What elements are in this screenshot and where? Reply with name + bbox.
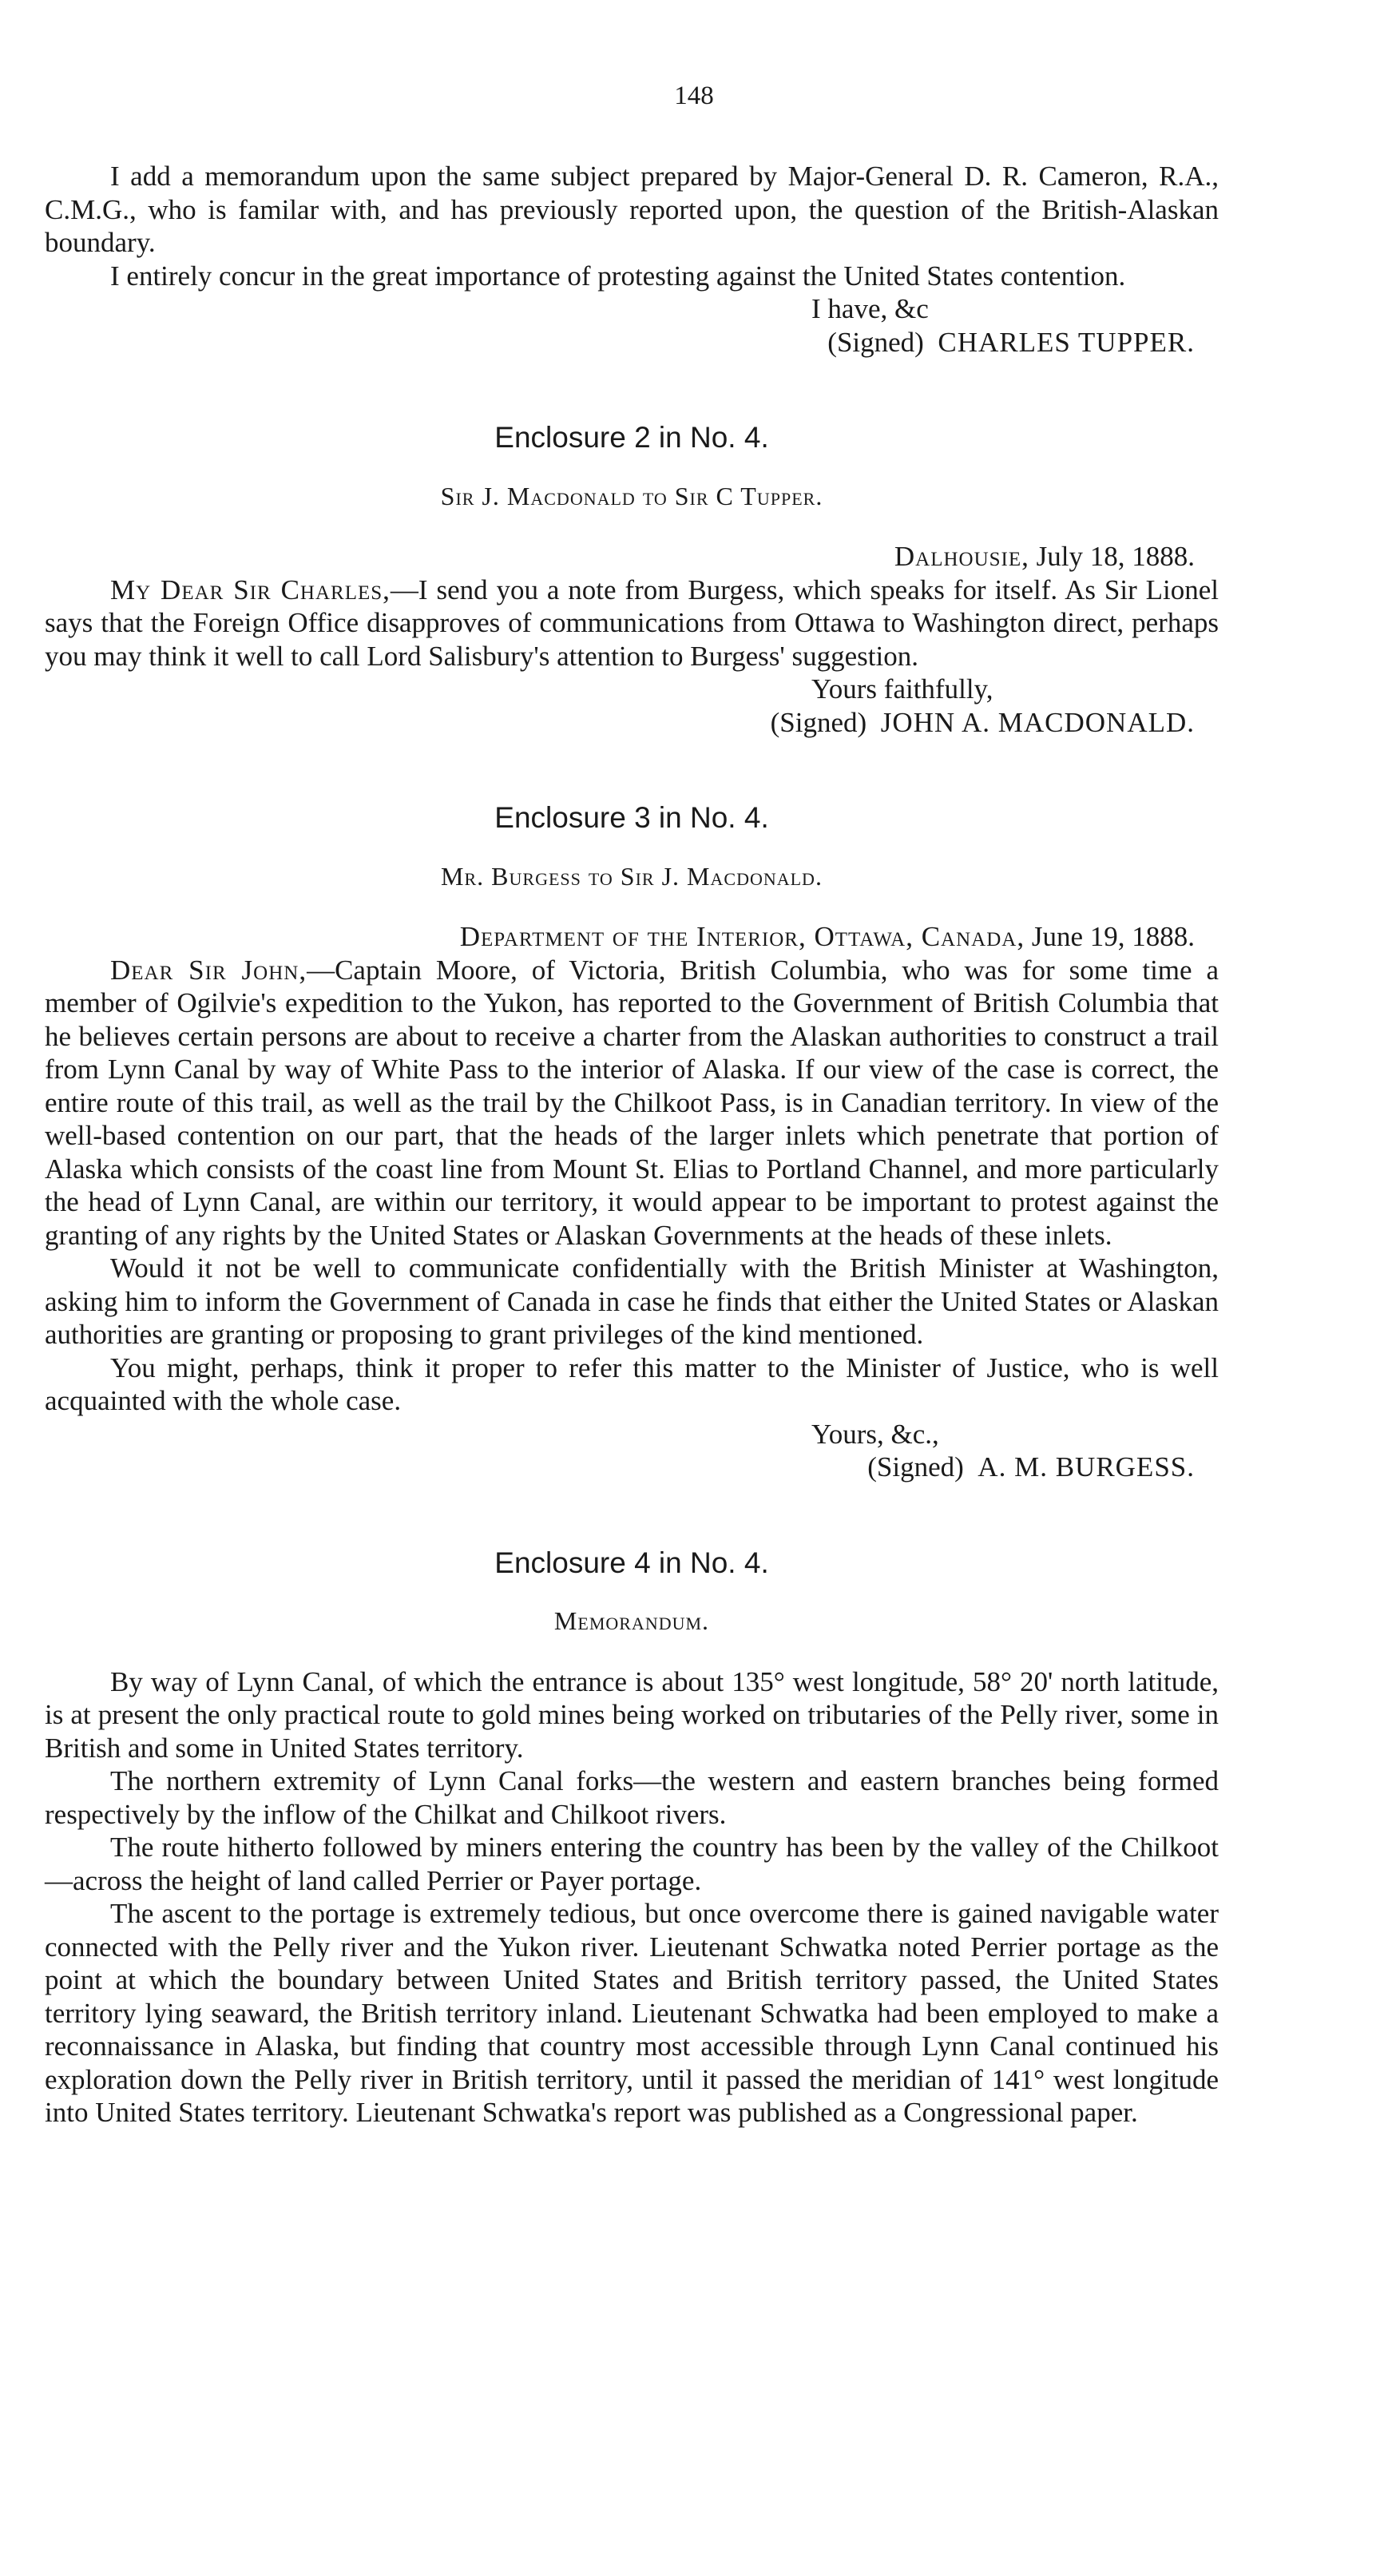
dateline-date: June 19, 1888. — [1031, 921, 1195, 952]
letter-text: —I send you a note from Burgess, which speaks for itself. As Sir Lionel says that the Foreign Office disapproves of communications from Ottawa to Washington direct, perhaps you may think it well to call Lord Salisbury's attention to Burgess' suggestion. — [45, 574, 1219, 672]
enclosure-3-signature — [45, 1451, 1219, 1484]
enclosure-3-paragraph-3: You might, perhaps, think it proper to refer this matter to the Minister of Justice, who is well acquainted with the whole case. — [45, 1352, 1219, 1416]
enclosure-2-body — [45, 574, 1219, 673]
enclosure-4-paragraph-2: The northern extremity of Lynn Canal forks—the western and eastern branches being formed respectively by the inflow of the Chilkat and Chilkoot rivers. — [45, 1765, 1219, 1830]
signer-name: A. M. BURGESS. — [978, 1451, 1195, 1482]
salutation: Dear Sir John, — [110, 954, 307, 986]
dateline-place: Dalhousie, — [894, 541, 1029, 572]
intro-paragraph-1: I add a memorandum upon the same subject prepared by Major-General D. R. Cameron, R.A., C.M.G., who is familar with, and has previously reported upon, the question of the British-Alaskan boundary. — [45, 161, 1219, 258]
signer-name: CHARLES TUPPER. — [938, 326, 1195, 358]
page-number: 148 — [674, 81, 714, 110]
signer-name: JOHN A. MACDONALD. — [880, 706, 1195, 738]
enclosure-4-heading: Enclosure 4 in No. 4. — [494, 1546, 769, 1579]
enclosure-3-subheading: Mr. Burgess to Sir J. Macdonald. — [441, 861, 823, 891]
signed-label: (Signed) — [867, 1451, 964, 1482]
enclosure-3-paragraph-1 — [45, 954, 1219, 1252]
page-body — [45, 160, 1219, 2129]
enclosure-2-subheading: Sir J. Macdonald to Sir C Tupper. — [440, 481, 823, 510]
enclosure-2-closing: Yours faithfully, — [811, 673, 993, 705]
enclosure-3-closing: Yours, &c., — [811, 1418, 939, 1450]
dateline-place: Department of the Interior, Ottawa, Canada, — [459, 921, 1025, 952]
enclosure-2-signature — [45, 706, 1219, 740]
intro-signature — [45, 326, 1219, 359]
signed-label: (Signed) — [827, 326, 924, 358]
signed-label: (Signed) — [770, 706, 867, 738]
dateline-date: July 18, 1888. — [1036, 541, 1195, 572]
salutation: My Dear Sir Charles, — [110, 574, 391, 605]
enclosure-3-paragraph-2: Would it not be well to communicate confidentially with the British Minister at Washington, asking him to inform the Government of Canada in case he finds that either the United States or Alaskan authorities are granting or proposing to grant privileges of the kind mentioned. — [45, 1252, 1219, 1350]
enclosure-4-paragraph-3: The route hitherto followed by miners entering the country has been by the valley of the Chilkoot—across the height of land called Perrier or Payer portage. — [45, 1832, 1219, 1896]
intro-closing: I have, &c — [811, 293, 929, 324]
enclosure-4-subheading: Memorandum. — [553, 1606, 710, 1635]
intro-paragraph-2: I entirely concur in the great importance of protesting against the United States contention. — [110, 260, 1126, 292]
enclosure-4-paragraph-4: The ascent to the portage is extremely tedious, but once overcome there is gained navigable water connected with the Pelly river and the Yukon river. Lieutenant Schwatka noted Perrier portage as the point at which the boundary between United States and British territory passed, the United States territory lying seaward, the British territory inland. Lieutenant Schwatka had been employed to make a reconnaissance in Alaska, but finding that country most accessible through Lynn Canal continued his exploration down the Pelly river in British territory, until it passed the meridian of 141° west longitude into United States territory. Lieutenant Schwatka's report was published as a Congressional paper. — [45, 1898, 1219, 2128]
letter-text: —Captain Moore, of Victoria, British Columbia, who was for some time a member of Ogilvie's expedition to the Yukon, has reported to the Government of British Columbia that he believes certain persons are about to receive a charter from the Alaskan authorities to construct a trail from Lynn Canal by way of White Pass to the interior of Alaska. If our view of the case is correct, the entire route of this trail, as well as the trail by the Chilkoot Pass, is in Canadian territory. In view of the well-based contention on our part, that the heads of the larger inlets which penetrate that portion of Alaska which consists of the coast line from Mount St. Elias to Portland Channel, and more particularly the head of Lynn Canal, are within our territory, it would appear to be important to protest against the granting of any rights by the United States or Alaskan Governments at the heads of these inlets. — [45, 954, 1219, 1251]
enclosure-3-heading: Enclosure 3 in No. 4. — [494, 801, 769, 834]
enclosure-3-dateline — [45, 920, 1219, 954]
enclosure-4-paragraph-1: By way of Lynn Canal, of which the entrance is about 135° west longitude, 58° 20' north latitude, is at present the only practical route to gold mines being worked on tributaries of the Pelly river, some in British and some in United States territory. — [45, 1665, 1219, 1764]
enclosure-2-dateline — [45, 540, 1219, 574]
enclosure-2-heading: Enclosure 2 in No. 4. — [494, 421, 769, 454]
